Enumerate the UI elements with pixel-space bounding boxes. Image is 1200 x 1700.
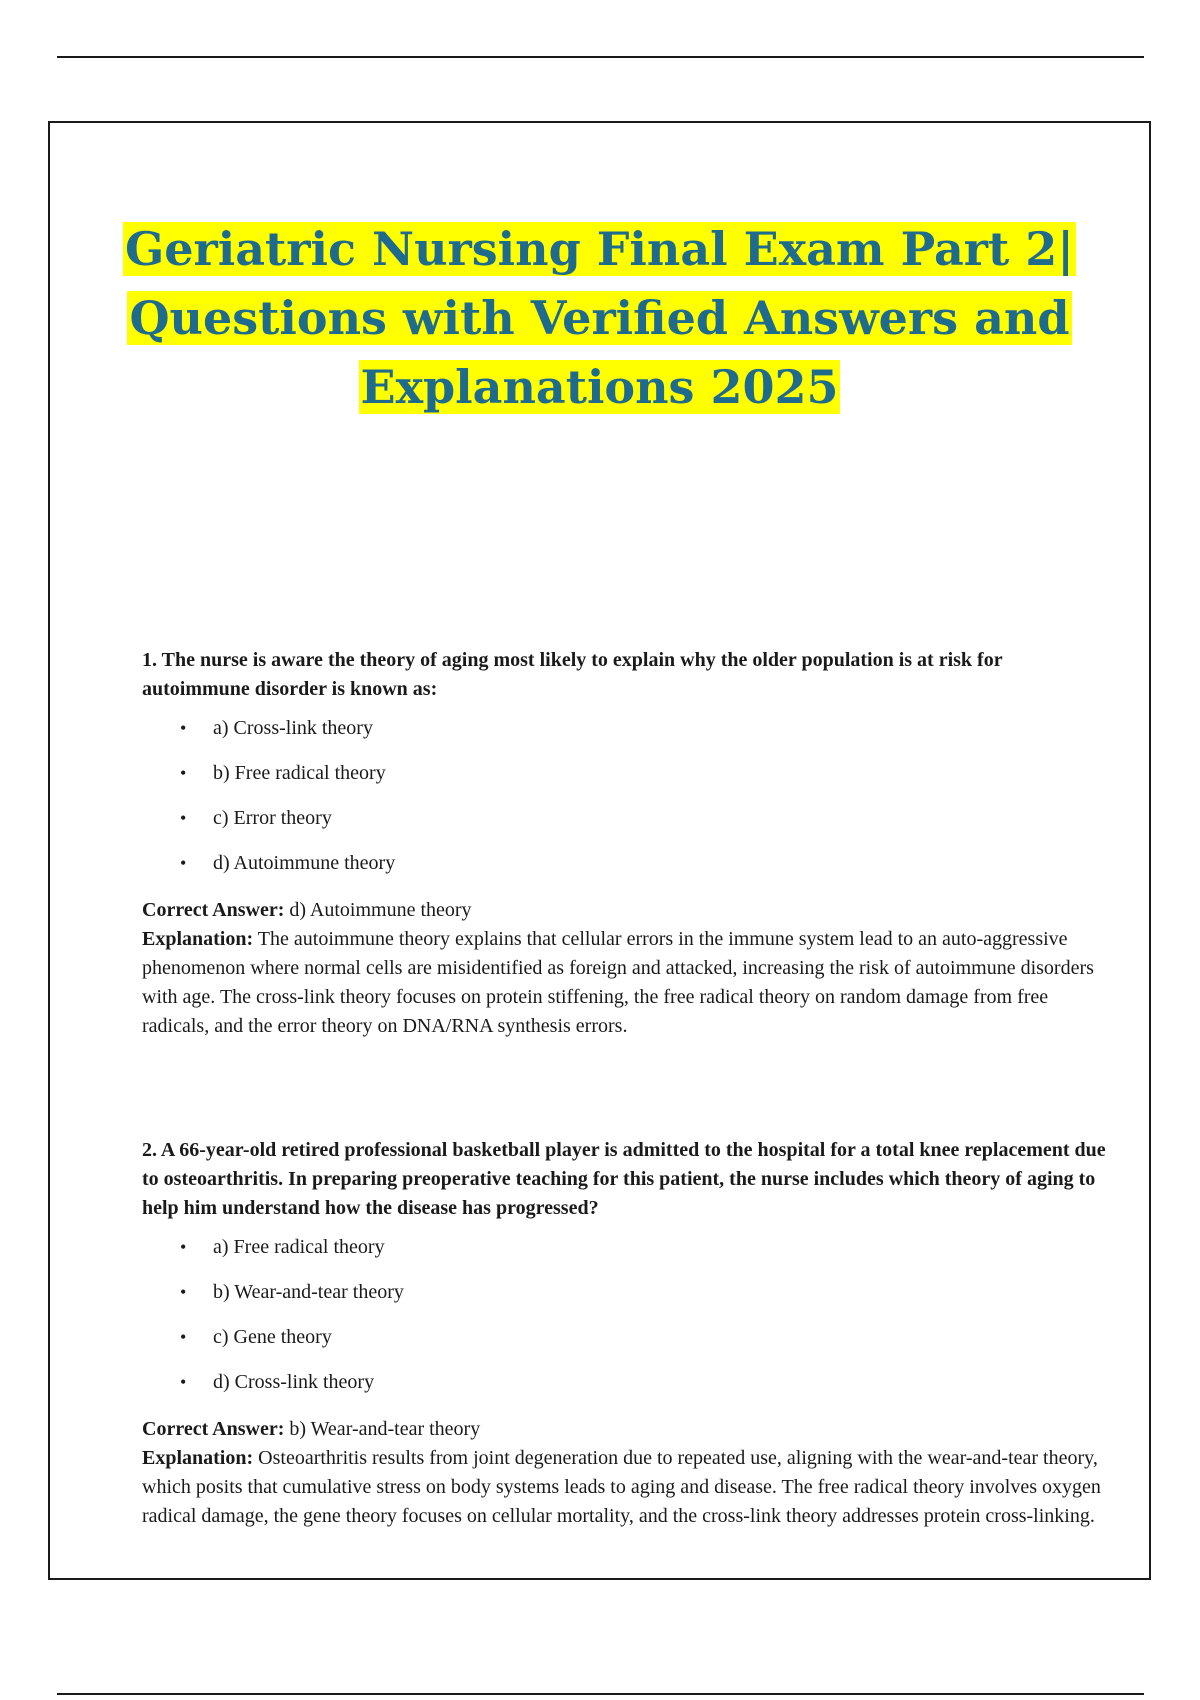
bullet-icon: • — [180, 853, 187, 873]
option-1a: • a) Cross-link theory — [180, 717, 373, 739]
bullet-icon: • — [180, 808, 187, 828]
options-list-2 — [142, 1235, 1112, 1415]
options-list-1 — [142, 716, 1112, 896]
option-1b: • b) Free radical theory — [180, 762, 386, 784]
option-2a: • a) Free radical theory — [180, 1236, 385, 1258]
bullet-icon: • — [180, 718, 187, 738]
explanation-2: Explanation: Osteoarthritis results from joint degeneration due to repeated use, aligning with the wear-and-tear theory, which posits that cumulative stress on body systems leads to aging and disease. The free radical theory involves oxygen radical damage, the gene theory focuses on cellular mortality, and the cross-link theory addresses protein cross-linking. — [142, 1447, 1101, 1527]
option-1c: • c) Error theory — [180, 807, 332, 829]
title-line-3: Explanations 2025 — [360, 360, 839, 414]
bullet-icon: • — [180, 1372, 187, 1392]
question-block-2 — [142, 1136, 1112, 1531]
option-2c: • c) Gene theory — [180, 1326, 332, 1348]
bullet-icon: • — [180, 1237, 187, 1257]
bullet-icon: • — [180, 763, 187, 783]
option-2d: • d) Cross-link theory — [180, 1371, 375, 1393]
question-block-1 — [142, 646, 1112, 1041]
bullet-icon: • — [180, 1282, 187, 1302]
explanation-1: Explanation: The autoimmune theory explains that cellular errors in the immune system lead to an auto-aggressive phenomenon where normal cells are misidentified as foreign and attacked, increasing the risk of autoimmune disorders with age. The cross-link theory focuses on protein stiffening, the free radical theory on random damage from free radicals, and the error theory on DNA/RNA synthesis errors. — [142, 928, 1094, 1037]
document-title — [50, 215, 1149, 422]
title-line-1: Geriatric Nursing Final Exam Part 2| — [124, 222, 1075, 276]
question-text-2: 2. A 66-year-old retired professional basketball player is admitted to the hospital for a total knee replacement due to osteoarthritis. In preparing preoperative teaching for this patient, the nurse includes which theory of aging to help him understand how the disease has progressed? — [142, 1139, 1106, 1219]
top-rule — [57, 56, 1144, 58]
option-1d: • d) Autoimmune theory — [180, 852, 396, 874]
correct-answer-2: Correct Answer: b) Wear-and-tear theory — [142, 1418, 481, 1440]
title-line-2: Questions with Verified Answers and — [129, 291, 1070, 345]
bullet-icon: • — [180, 1327, 187, 1347]
page-frame — [48, 121, 1151, 1580]
bottom-rule — [57, 1693, 1144, 1695]
question-text-1: 1. The nurse is aware the theory of aging most likely to explain why the older population is at risk for autoimmune disorder is known as: — [142, 649, 1003, 700]
correct-answer-1: Correct Answer: d) Autoimmune theory — [142, 899, 472, 921]
option-2b: • b) Wear-and-tear theory — [180, 1281, 404, 1303]
